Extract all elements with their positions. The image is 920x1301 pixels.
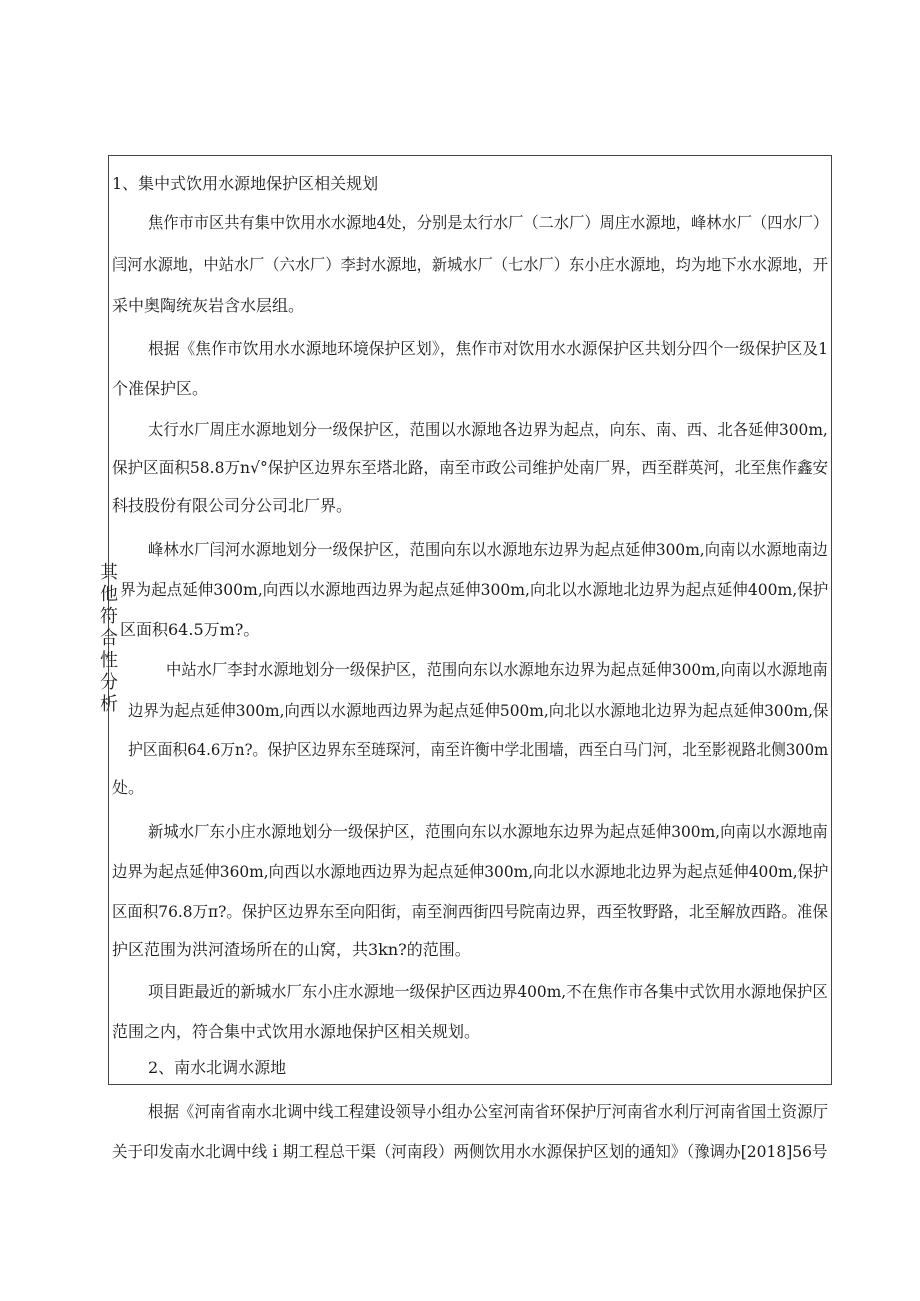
paragraph-line: 界为起点延伸300m,向西以水源地西边界为起点延伸300m,向北以水源地北边界为起点延伸400m,保护 <box>120 580 829 599</box>
side-label-char: 其 <box>100 562 118 583</box>
side-label-char: 他 <box>100 584 118 605</box>
body-text-line: 关于印发南水北调中线ｉ期工程总干渠（河南段）两侧饮用水水源保护区划的通知》（豫调办[2018]56号 <box>112 1142 828 1161</box>
paragraph-line: 范围之内，符合集中式饮用水源地保护区相关规划。 <box>112 1022 481 1041</box>
side-label-char: 析 <box>100 694 118 715</box>
section-2-title: 2、南水北调水源地 <box>148 1058 287 1077</box>
paragraph-line: 保护区面积58.8万n√°保护区边界东至塔北路，南至市政公司维护处南厂界，西至群英河，北至焦作鑫安 <box>112 458 829 477</box>
paragraph-line: 区面积64.5万m?。 <box>120 620 260 639</box>
body-text-line: 根据《河南省南水北调中线工程建设领导小组办公室河南省环保护厅河南省水利厅河南省国土资源厅 <box>148 1102 829 1121</box>
paragraph-line: 护区范围为洪河渣场所在的山窝，共3kn?的范围。 <box>112 940 471 959</box>
side-label-char: 合 <box>100 628 118 649</box>
side-label-char: 分 <box>100 672 118 693</box>
paragraph-line: 太行水厂周庄水源地划分一级保护区，范围以水源地各边界为起点，向东、南、西、北各延伸300m, <box>148 420 828 439</box>
paragraph-line: 峰林水厂闫河水源地划分一级保护区，范围向东以水源地东边界为起点延伸300m,向南以水源地南边 <box>148 540 828 559</box>
paragraph-line: 新城水厂东小庄水源地划分一级保护区，范围向东以水源地东边界为起点延伸300m,向南以水源地南 <box>148 822 828 841</box>
paragraph-line: 焦作市市区共有集中饮用水水源地4处，分别是太行水厂（二水厂）周庄水源地，峰林水厂（四水厂） <box>148 213 829 232</box>
paragraph-line: 边界为起点延伸360m,向西以水源地西边界为起点延伸300m,向北以水源地北边界为起点延伸400m,保护 <box>112 862 829 881</box>
paragraph-line: 闫河水源地，中站水厂（六水厂）李封水源地，新城水厂（七水厂）东小庄水源地，均为地下水水源地，开 <box>112 255 828 274</box>
paragraph-line: 根据《焦作市饮用水水源地环境保护区划》，焦作市对饮用水水源保护区共划分四个一级保护区及1 <box>148 339 829 358</box>
paragraph-line: 中站水厂李封水源地划分一级保护区，范围向东以水源地东边界为起点延伸300m,向南以水源地南 <box>166 660 828 679</box>
paragraph-line: 采中奥陶统灰岩含水层组。 <box>112 296 305 315</box>
side-label-char: 符 <box>100 606 118 627</box>
paragraph-line: 科技股份有限公司分公司北厂界。 <box>112 496 353 515</box>
paragraph-line: 边界为起点延伸300m,向西以水源地西边界为起点延伸500m,向北以水源地北边界为起点延伸300m,保 <box>128 701 829 720</box>
paragraph-line: 区面积76.8万π?。保护区边界东至向阳街，南至涧西街四号院南边界，西至牧野路，北至解放西路。准保 <box>112 902 828 921</box>
section-1-title: 1、集中式饮用水源地保护区相关规划 <box>112 174 379 193</box>
paragraph-line: 项目距最近的新城水厂东小庄水源地一级保护区西边界400m,不在焦作市各集中式饮用水源地保护区 <box>148 982 828 1001</box>
side-label-char: 性 <box>100 650 118 671</box>
paragraph-line: 个准保护区。 <box>112 379 209 398</box>
paragraph-line: 护区面积64.6万n?。保护区边界东至琏琛河，南至许衡中学北围墙，西至白马门河，北至影视路北侧300m <box>128 740 829 759</box>
paragraph-line: 处。 <box>112 778 145 797</box>
side-label-column <box>98 562 120 716</box>
